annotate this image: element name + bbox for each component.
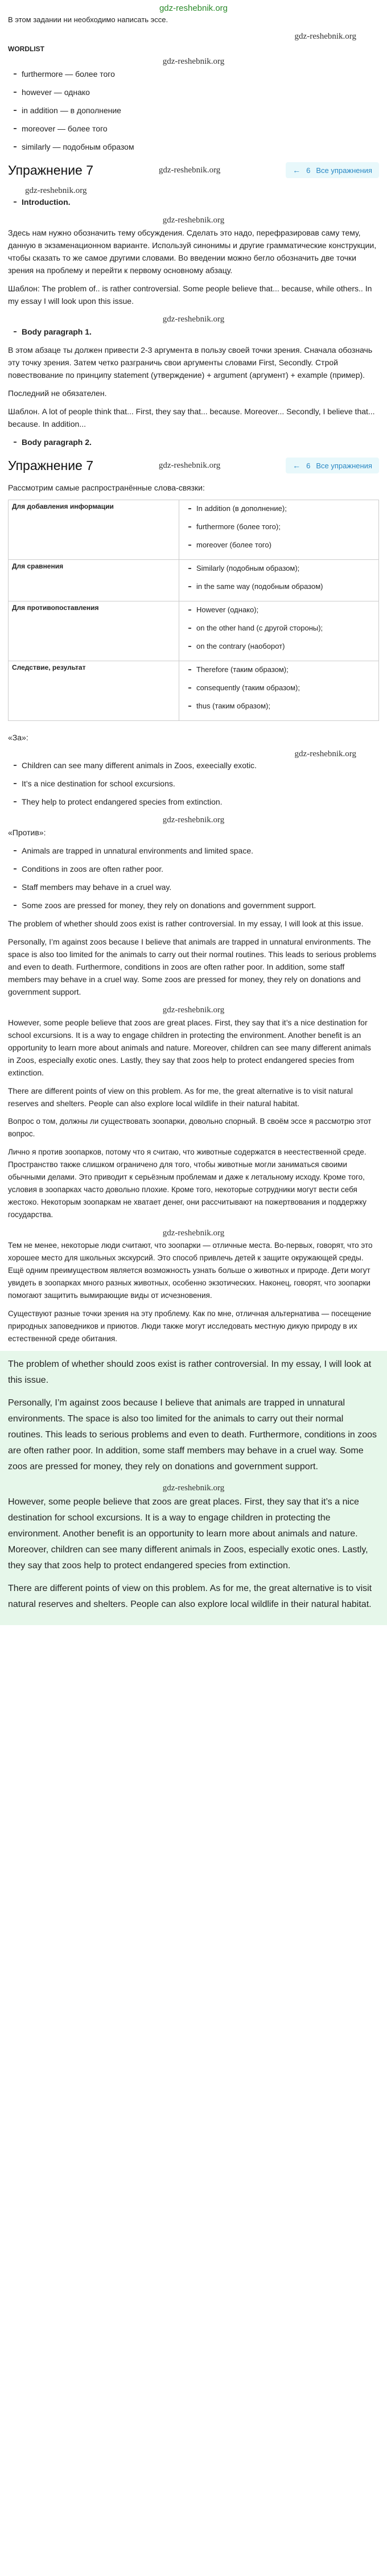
introduction-label: Introduction. [14,196,379,208]
list-item: Similarly (подобным образом); [188,562,375,575]
list-item: Conditions in zoos are often rather poor. [14,863,379,875]
cons-list [8,844,379,912]
list-item: similarly — подобным образом [14,141,379,153]
list-item: furthermore (более того); [188,521,375,533]
list-item: thus (таким образом); [188,700,375,712]
table-cell-words [179,661,379,721]
list-item: consequently (таким образом); [188,682,375,694]
exercise-header [8,159,379,182]
essay-paragraph: Вопрос о том, должны ли существовать зоопарки, довольно спорный. В своём эссе я рассмотрю этот вопрос. [8,1117,372,1138]
answer-paragraph: The problem of whether should zoos exist is rather controversial. In my essay, I will look at this issue. [8,1359,372,1385]
cons-label: «Против»: [8,828,46,837]
table-cell-category: Для добавления информации [9,500,179,560]
intro-note: В этом задании ни необходимо написать эссе. [8,15,168,24]
watermark: gdz-reshebnik.org [294,32,356,41]
bp1-label: Body paragraph 1. [14,325,379,338]
exercise-title: Упражнение 7 [8,162,94,178]
answer-paragraph: There are different points of view on this problem. As for me, the great alternative is to visit natural reserves and shelters. People can also explore local wildlife in their natural habitat. [8,1584,372,1609]
table-cell-category: Для сравнения [9,560,179,601]
table-cell-words [179,560,379,601]
table-row [9,601,379,661]
list-item: In addition (в дополнение); [188,502,375,515]
list-item: moreover (более того) [188,539,375,551]
watermark: gdz-reshebnik.org [158,460,221,470]
structure-bp1 [8,325,379,338]
list-item: furthermore — более того [14,68,379,80]
answer-block [0,1351,387,1625]
exercise-nav[interactable] [286,162,379,178]
essay-english [8,917,379,1110]
list-item: Some zoos are pressed for money, they rely on donations and government support. [14,899,379,912]
table-cell-category: Следствие, результат [9,661,179,721]
wordlist-title: WORDLIST [8,45,44,53]
list-item: moreover — более того [14,122,379,135]
table-cell-category: Для противопоставления [9,601,179,661]
essay-paragraph: The problem of whether should zoos exist is rather controversial. In my essay, I will look at this issue. [8,919,364,928]
essay-paragraph: Существуют разные точки зрения на эту проблему. Как по мне, отличная альтернатива — посещение природных заповедников и приютов. Люди также могут исследовать местную дикую природу в их естественной среде обитания. [8,1309,372,1343]
watermark: gdz-reshebnik.org [162,1483,225,1493]
list-item: in addition — в дополнение [14,104,379,117]
pros-list [8,759,379,808]
watermark: gdz-reshebnik.org [162,815,225,825]
structure-intro [8,196,379,208]
all-exercises-link[interactable]: Все упражнения [316,461,372,470]
table-row [9,500,379,560]
list-item: Staff members may behave in a cruel way. [14,881,379,893]
watermark: gdz-reshebnik.org [162,1005,225,1015]
answer-paragraph: Personally, I’m against zoos because I believe that animals are trapped in unnatural environments. The space is also too limited for the animals to carry out their normal routines. This leads to serious problems and even to death. Furthermore, conditions in zoos are often rather poor. In addition, some staff members may behave in a cruel way. Some zoos are pressed for money, they rely on donations and government support. [8,1398,377,1472]
watermark: gdz-reshebnik.org [294,749,356,759]
essay-paragraph: Personally, I’m against zoos because I believe that animals are trapped in unnatural environments. The space is also too limited for the animals to carry out their normal routines. This leads to serious problems and even to death. Furthermore, conditions in zoos are often rather poor. In addition, some staff members may behave in a cruel way. Some zoos are pressed for money, they rely on donations and government support. [8,937,377,996]
list-item: However (однако); [188,604,375,616]
watermark: gdz-reshebnik.org [25,186,87,195]
watermark: gdz-reshebnik.org [162,215,225,225]
list-item: however — однако [14,86,379,98]
page-number[interactable]: 6 [306,166,311,175]
essay-paragraph: However, some people believe that zoos are great places. First, they say that it’s a nice destination for school excursions. It is a way to engage children in protecting the environment. Another benefit is an opportunity to learn more about animals and nature. Moreover, children can see many different animals in Zoos, especially exotic ones. Lastly, they say that zoos help to protect endangered species from extinction. [8,1018,371,1077]
page-number[interactable]: 6 [306,461,311,470]
exercise-nav[interactable] [286,458,379,473]
list-item: It’s a nice destination for school excursions. [14,777,379,790]
list-item: in the same way (подобным образом) [188,580,375,593]
list-item: on the contrary (наоборот) [188,640,375,653]
structure-bp2 [8,436,379,448]
arrow-left-icon[interactable]: ← [293,166,301,175]
arrow-left-icon[interactable]: ← [293,461,301,470]
linking-words-table [8,500,379,721]
last-paragraph-note: Последний не обязателен. [8,389,107,398]
watermark: gdz-reshebnik.org [162,56,225,66]
essay-paragraph: Тем не менее, некоторые люди считают, что зоопарки — отличные места. Во-первых, говорят, что это хорошее место для школьных экскурсий. Это способ привлечь детей к защите окружающей среды. Ещё одним преимуществом является возможность узнать больше о животных и природе. Дети могут увидеть в зоопарках много разных животных, особенно экзотических. Наконец, говорят, что зоопарки помогают защитить вымирающие виды от исчезновения. [8,1241,373,1300]
answer-paragraph: However, some people believe that zoos are great places. First, they say that it’s a nice destination for school excursions. It is a way to engage children in protecting the environment. Another benefit is an opportunity to learn more about animals and nature. Moreover, children can see many different animals in Zoos, especially exotic ones. Lastly, they say that zoos help to protect endangered species from extinction. [8,1497,368,1571]
exercise-title: Упражнение 7 [8,458,94,473]
site-link[interactable]: gdz-reshebnik.org [159,3,228,13]
essay-russian [8,1115,379,1345]
table-cell-words [179,500,379,560]
table-row [9,661,379,721]
all-exercises-link[interactable]: Все упражнения [316,166,372,175]
intro-text: Здесь нам нужно обозначить тему обсуждения. Сделать это надо, перефразировав саму тему, данную в экзаменационном варианте. Используй синонимы и другие грамматические конструкции, чтобы сказать то же самое другими словами. Во введении можно бегло обозначить две точки зрения на проблему и перейти к первому основному абзацу. [8,228,377,275]
watermark: gdz-reshebnik.org [162,1228,225,1238]
wordlist [8,68,379,153]
list-item: Animals are trapped in unnatural environments and limited space. [14,844,379,857]
pros-label: «За»: [8,733,28,742]
list-item: Therefore (таким образом); [188,663,375,676]
template-bp1: Шаблон. A lot of people think that... First, they say that... because. Moreover... Secondly, I believe that... because. In addition... [8,407,375,428]
exercise-header-2 [8,454,379,477]
essay-paragraph: Лично я против зоопарков, потому что я считаю, что животные содержатся в неестественной среде. Пространство также слишком ограничено для того, чтобы животные могли заниматься своими обычными делами. Это приводит к серьёзным проблемам и даже к летальному исходу. Кроме того, условия в зоопарках часто довольно плохие. Кроме того, некоторые сотрудники могут вести себя жестоко. Некоторым зоопаркам не хватает денег, они рассчитывают на пожертвования и поддержку государства. [8,1148,367,1219]
watermark: gdz-reshebnik.org [158,165,221,175]
essay-paragraph: There are different points of view on this problem. As for me, the great alternative is to visit natural reserves and shelters. People can also explore local wildlife in their natural habitat. [8,1086,353,1108]
list-item: They help to protect endangered species from extinction. [14,796,379,808]
watermark: gdz-reshebnik.org [162,314,225,324]
list-item: on the other hand (с другой стороны); [188,622,375,634]
linking-intro: Рассмотрим самые распространённые слова-связки: [8,483,205,492]
table-row [9,560,379,601]
bp2-label: Body paragraph 2. [14,436,379,448]
template-intro: Шаблон: The problem of.. is rather controversial. Some people believe that... because, while others.. In my essay I will look upon this issue. [8,284,372,306]
table-cell-words [179,601,379,661]
list-item: Children can see many different animals in Zoos, exeecially exotic. [14,759,379,772]
bp1-text: В этом абзаце ты должен привести 2-3 аргумента в пользу своей точки зрения. Сначала обозначь эту точку зрения. Затем четко разграничь свои аргументы словами First, Secondly. Строй повествование по принципу statement (утверждение) + argument (аргумент) + example (пример). [8,345,373,380]
